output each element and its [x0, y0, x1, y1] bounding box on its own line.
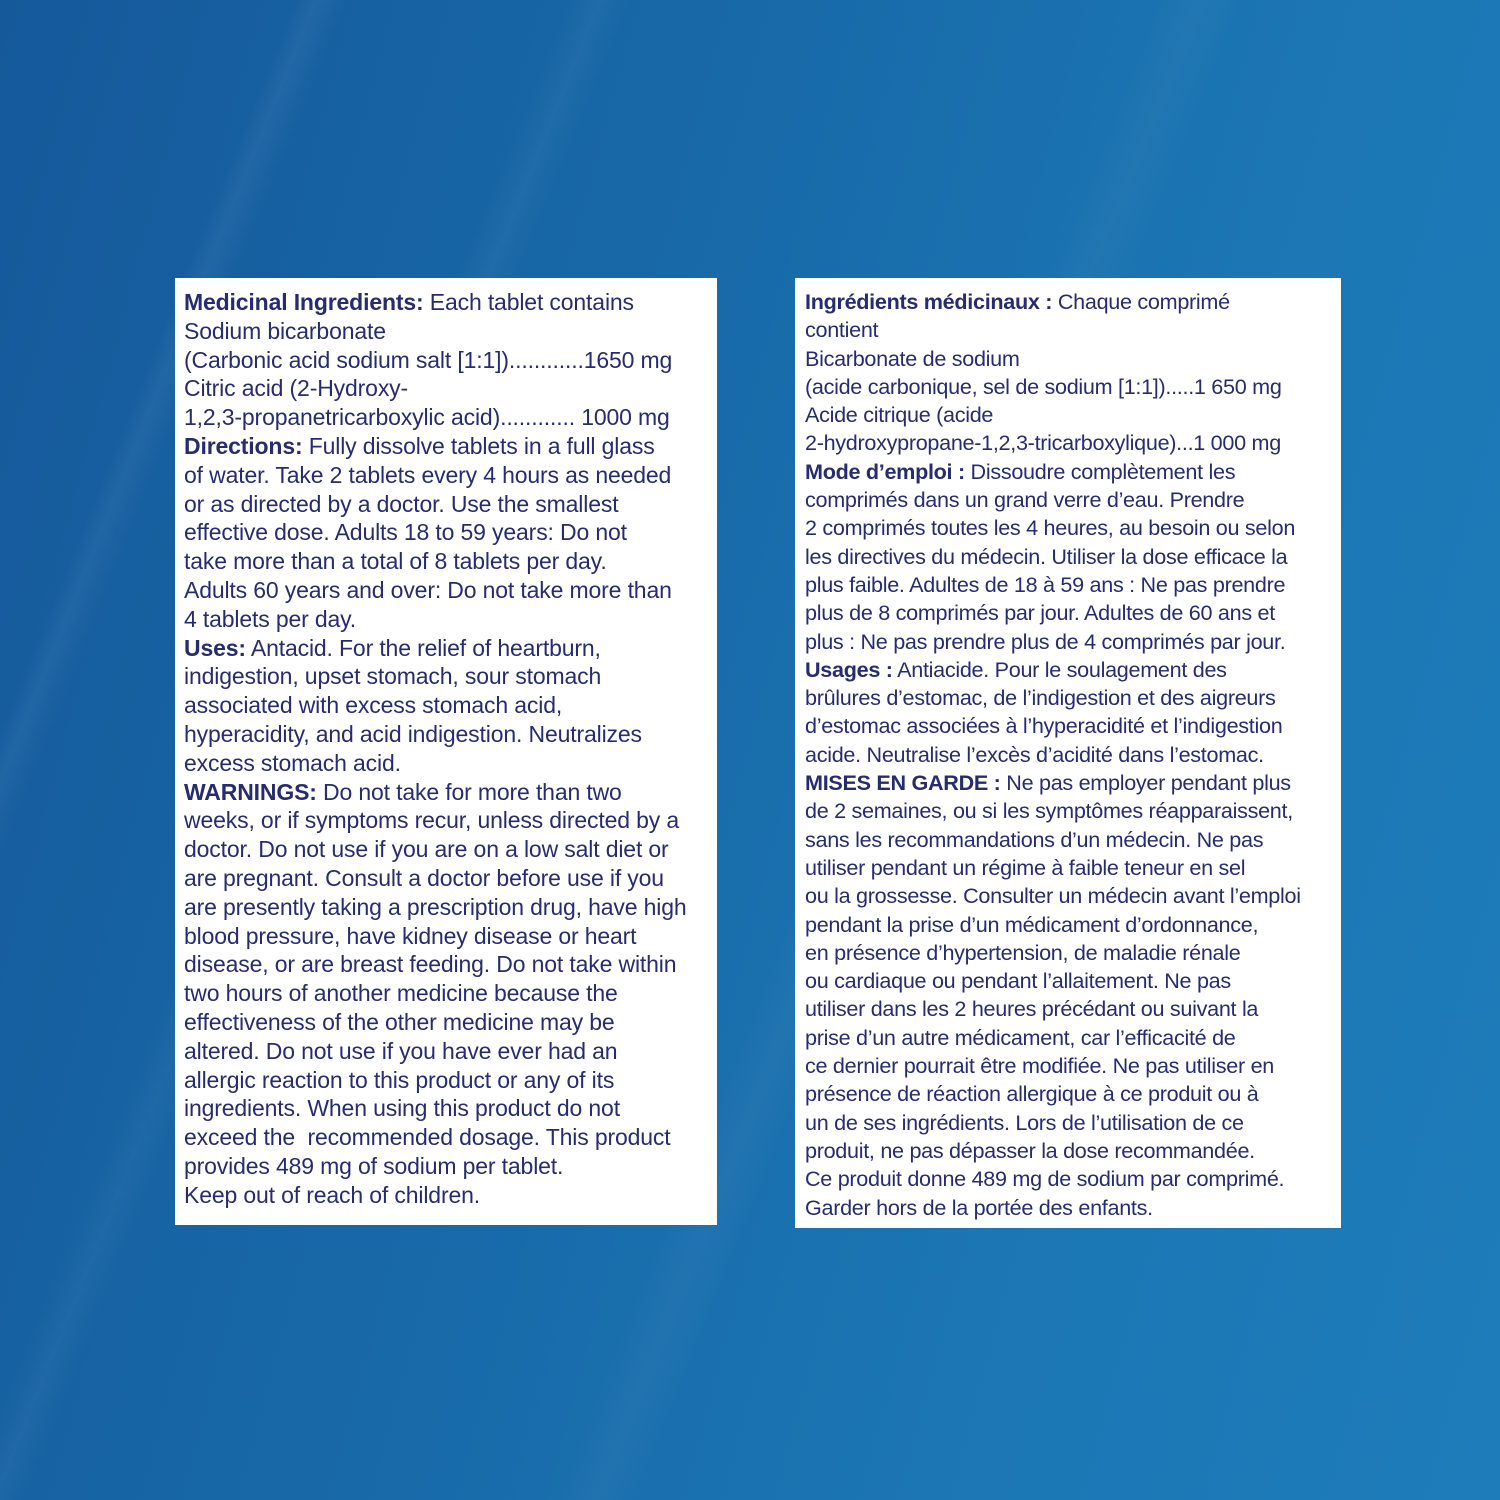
label-text-line: are pregnant. Consult a doctor before use if you	[184, 864, 664, 891]
label-text-line: brûlures d’estomac, de l’indigestion et des aigreurs	[805, 685, 1276, 711]
label-text-line: or as directed by a doctor. Use the smallest	[184, 490, 619, 517]
label-text-line: altered. Do not use if you have ever had an	[184, 1037, 618, 1064]
label-text-line: Uses: Antacid. For the relief of heartburn,	[184, 634, 601, 661]
label-text-line: les directives du médecin. Utiliser la dose efficace la	[805, 543, 1288, 569]
label-text-line: take more than a total of 8 tablets per day.	[184, 548, 607, 575]
label-text-line: ou la grossesse. Consulter un médecin avant l’emploi	[805, 883, 1301, 909]
label-text-line: Ingrédients médicinaux : Chaque comprimé	[805, 289, 1230, 314]
label-text-line: Medicinal Ingredients: Each tablet contains	[184, 289, 634, 315]
label-text-line: ingredients. When using this product do not	[184, 1095, 620, 1122]
label-text-line: contient	[805, 317, 879, 343]
label-text-line: of water. Take 2 tablets every 4 hours as needed	[184, 461, 672, 488]
label-text-line: Bicarbonate de sodium	[805, 345, 1020, 371]
label-text-line: doctor. Do not use if you are on a low salt diet or	[184, 836, 669, 863]
label-text-line: Acide citrique (acide	[805, 402, 994, 428]
label-text-line: weeks, or if symptoms recur, unless directed by a	[184, 807, 680, 834]
label-text-line: Mode d’emploi : Dissoudre complètement les	[805, 458, 1236, 484]
label-text-line: pendant la prise d’un médicament d’ordonnance,	[805, 911, 1259, 937]
label-text-line: produit, ne pas dépasser la dose recommandée.	[805, 1137, 1255, 1163]
label-text-line: are presently taking a prescription drug, have high	[184, 893, 687, 920]
label-text-line: comprimés dans un grand verre d’eau. Prendre	[805, 487, 1245, 513]
label-text-line: un de ses ingrédients. Lors de l’utilisation de ce	[805, 1109, 1244, 1135]
label-text-line: en présence d’hypertension, de maladie rénale	[805, 939, 1241, 965]
label-text-line: hyperacidity, and acid indigestion. Neutralizes	[184, 720, 642, 747]
label-text-line: Garder hors de la portée des enfants.	[805, 1194, 1153, 1220]
label-text-line: provides 489 mg of sodium per tablet.	[184, 1152, 564, 1179]
label-text-line: ou cardiaque ou pendant l’allaitement. Ne pas	[805, 968, 1231, 994]
label-text-line: Ce produit donne 489 mg de sodium par comprimé.	[805, 1166, 1285, 1192]
label-text-line: présence de réaction allergique à ce produit ou à	[805, 1081, 1259, 1107]
label-text-line: (Carbonic acid sodium salt [1:1])............1650 mg	[184, 346, 673, 373]
label-text-line: d’estomac associées à l’hyperacidité et l’indigestion	[805, 713, 1283, 739]
label-text-line: MISES EN GARDE : Ne pas employer pendant plus	[805, 770, 1291, 796]
label-text-line: plus : Ne pas prendre plus de 4 comprimés par jour.	[805, 628, 1286, 654]
label-text-line: effective dose. Adults 18 to 59 years: Do not	[184, 519, 627, 546]
label-text-line: 2 comprimés toutes les 4 heures, au besoin ou selon	[805, 515, 1296, 541]
label-text-line: Adults 60 years and over: Do not take more than	[184, 576, 672, 603]
label-text-line: utiliser dans les 2 heures précédant ou suivant la	[805, 996, 1259, 1022]
label-text-line: Keep out of reach of children.	[184, 1181, 480, 1208]
label-text-line: Usages : Antiacide. Pour le soulagement des	[805, 656, 1227, 682]
label-text-line: two hours of another medicine because the	[184, 980, 618, 1007]
label-text-line: Sodium bicarbonate	[184, 317, 386, 344]
label-text-line: Citric acid (2-Hydroxy-	[184, 375, 409, 402]
label-text-line: ce dernier pourrait être modifiée. Ne pas utiliser en	[805, 1053, 1275, 1079]
label-text-line: sans les recommandations d’un médecin. Ne pas	[805, 826, 1264, 852]
label-text-line: plus faible. Adultes de 18 à 59 ans : Ne pas prendre	[805, 571, 1286, 597]
label-text-line: prise d’un autre médicament, car l’efficacité de	[805, 1024, 1236, 1050]
label-text-line: 4 tablets per day.	[184, 605, 357, 632]
label-text-line: exceed the recommended dosage. This product	[184, 1124, 671, 1151]
label-text-line: 2-hydroxypropane-1,2,3-tricarboxylique)...1 000 mg	[805, 430, 1281, 456]
label-text-line: 1,2,3-propanetricarboxylic acid)............ 1000 mg	[184, 404, 670, 431]
label-text-line: Directions: Fully dissolve tablets in a full glass	[184, 432, 655, 459]
label-text-line: utiliser pendant un régime à faible teneur en sel	[805, 854, 1246, 880]
english-label-panel	[175, 278, 717, 1225]
label-text-line: acide. Neutralise l’excès d’acidité dans l’estomac.	[805, 741, 1264, 767]
label-text-line: effectiveness of the other medicine may be	[184, 1008, 615, 1035]
label-text-line: allergic reaction to this product or any of its	[184, 1066, 615, 1093]
label-text-line: (acide carbonique, sel de sodium [1:1]).....1 650 mg	[805, 373, 1282, 399]
label-text-line: excess stomach acid.	[184, 749, 401, 776]
label-text-line: disease, or are breast feeding. Do not take within	[184, 951, 677, 978]
label-text-line: associated with excess stomach acid,	[184, 692, 563, 719]
french-label-panel	[795, 278, 1341, 1228]
label-text-line: WARNINGS: Do not take for more than two	[184, 778, 622, 805]
label-text-line: indigestion, upset stomach, sour stomach	[184, 663, 602, 690]
label-text-line: de 2 semaines, ou si les symptômes réapparaissent,	[805, 798, 1293, 824]
label-text-line: plus de 8 comprimés par jour. Adultes de 60 ans et	[805, 600, 1275, 626]
label-text-line: blood pressure, have kidney disease or heart	[184, 922, 637, 949]
